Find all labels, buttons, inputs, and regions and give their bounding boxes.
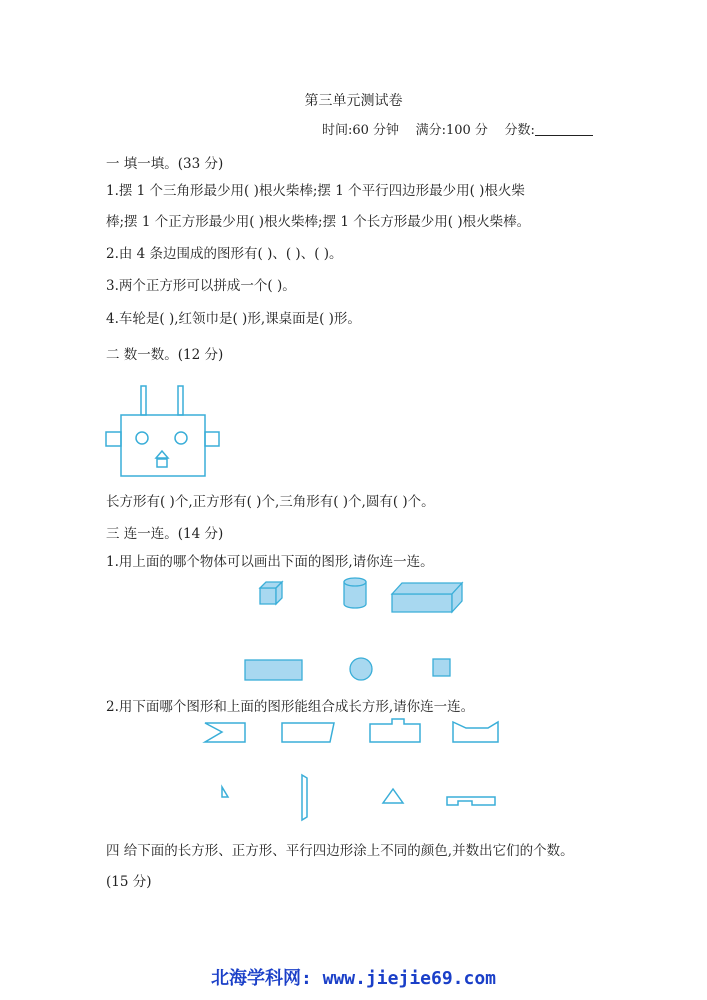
section-4-score: (15 分) xyxy=(106,874,152,890)
flat-circle[interactable] xyxy=(350,658,372,680)
fill-q1-line2: 棒;摆 1 个正方形最少用( )根火柴棒;摆 1 个长方形最少用( )根火柴棒。 xyxy=(106,214,531,230)
solid-cube xyxy=(260,582,282,604)
robot-mouth-square xyxy=(157,459,167,467)
notched-shape-3[interactable] xyxy=(370,719,420,742)
time-limit: 时间:60 分钟 xyxy=(322,123,400,138)
score-label: 分数: xyxy=(504,123,535,138)
fill-q1-line1: 1.摆 1 个三角形最少用( )根火柴棒;摆 1 个平行四边形最少用( )根火柴 xyxy=(106,183,525,199)
section-4-heading: 四 给下面的长方形、正方形、平行四边形涂上不同的颜色,并数出它们的个数。 xyxy=(106,843,574,859)
page-title: 第三单元测试卷 xyxy=(304,93,403,109)
robot-ear-right xyxy=(205,432,219,446)
solid-cylinder xyxy=(344,578,366,608)
footer-watermark: 北海学科网: www.jiejie69.com xyxy=(210,968,497,989)
piece-thin-trapezoid[interactable] xyxy=(302,775,307,820)
robot-nose-triangle xyxy=(156,451,168,458)
robot-antenna-left xyxy=(141,386,146,415)
connect-q1: 1.用上面的哪个物体可以画出下面的图形,请你连一连。 xyxy=(106,554,434,570)
section-1-heading: 一 填一填。(33 分) xyxy=(106,156,224,172)
piece-triangle[interactable] xyxy=(383,789,403,803)
robot-antenna-right xyxy=(178,386,183,415)
piece-notched-strip[interactable] xyxy=(447,797,495,805)
robot-eye-right xyxy=(175,432,187,444)
notched-shape-1[interactable] xyxy=(205,723,245,742)
fill-q3: 3.两个正方形可以拼成一个( )。 xyxy=(106,278,296,294)
notched-shape-2[interactable] xyxy=(282,723,334,742)
fill-q2: 2.由 4 条边围成的图形有( )、( )、( )。 xyxy=(106,246,343,262)
count-answer: 长方形有( )个,正方形有( )个,三角形有( )个,圆有( )个。 xyxy=(106,494,435,510)
flat-square[interactable] xyxy=(433,659,450,676)
robot-eye-left xyxy=(136,432,148,444)
fill-q4: 4.车轮是( ),红领巾是( )形,课桌面是( )形。 xyxy=(106,311,361,327)
connect-q2: 2.用下面哪个图形和上面的图形能组合成长方形,请你连一连。 xyxy=(106,699,475,715)
notched-shape-4[interactable] xyxy=(453,722,498,742)
section-3-heading: 三 连一连。(14 分) xyxy=(106,526,224,542)
flat-rectangle[interactable] xyxy=(245,660,302,680)
full-score: 满分:100 分 xyxy=(415,123,488,138)
robot-figure xyxy=(106,386,219,476)
solid-cuboid xyxy=(392,583,462,612)
piece-small-triangle[interactable] xyxy=(222,787,228,797)
robot-ear-left xyxy=(106,432,121,446)
section-2-heading: 二 数一数。(12 分) xyxy=(106,347,224,363)
